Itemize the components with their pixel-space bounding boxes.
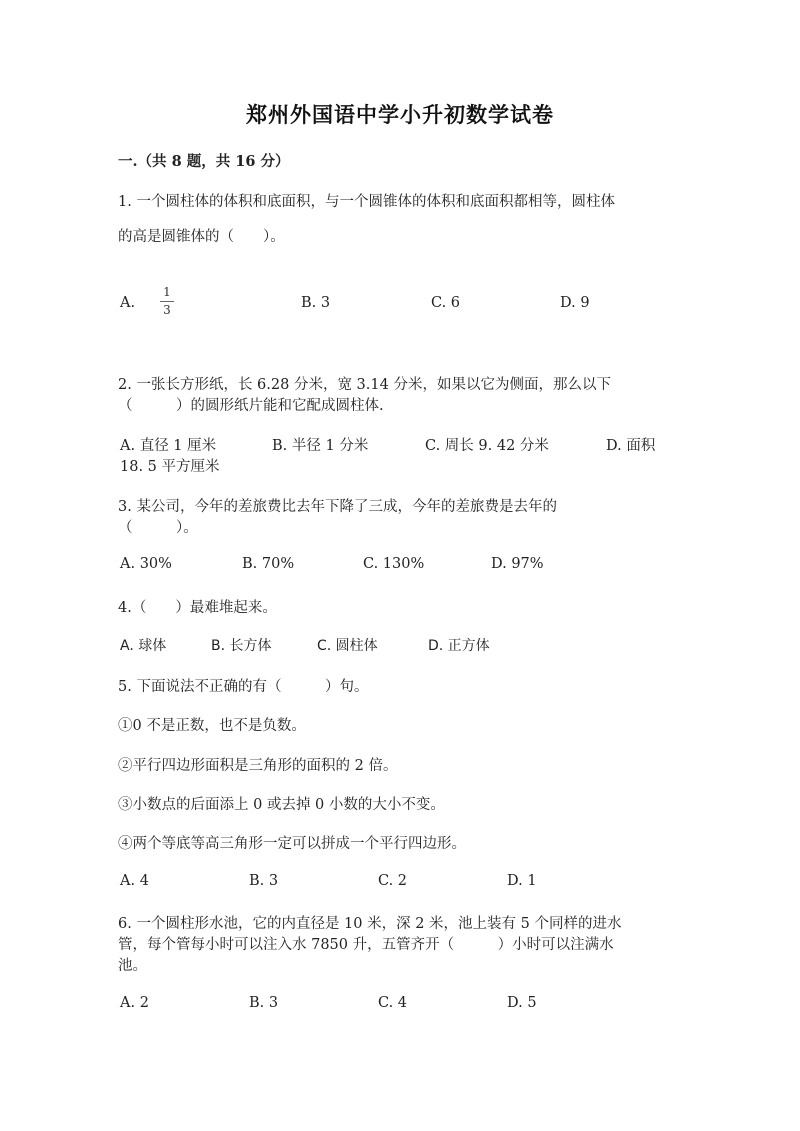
question-2-line-1: 2. 一张长方形纸，长 6.28 分米，宽 3.14 分米，如果以它为侧面，那么以下 [118,377,611,393]
question-6-option-a: A. 2 [120,995,149,1011]
question-4-option-a: A. 球体 [120,638,167,654]
section-heading: 一.（共 8 题，共 16 分） [118,153,290,170]
question-4-option-b: B. 长方体 [211,638,272,654]
question-3-option-c: C. 130% [363,556,425,572]
question-6-line-2: 管，每个管每小时可以注入水 7850 升，五管齐开（ ）小时可以注满水 [118,937,614,953]
question-4-option-c: C. 圆柱体 [317,638,378,654]
question-3-option-a: A. 30% [120,556,172,572]
question-4-option-d: D. 正方体 [428,638,490,654]
fraction-one-third [160,286,174,317]
question-5-line-1: 5. 下面说法不正确的有（ ）句。 [118,679,369,695]
question-3-line-2: （ ）。 [118,520,198,536]
question-5-option-c: C. 2 [378,873,408,889]
fraction-bar [160,301,174,302]
question-2-option-a: A. 直径 1 厘米 [120,438,217,454]
question-1-option-c: C. 6 [431,295,461,311]
question-5-option-a: A. 4 [120,873,149,889]
question-6-line-3: 池。 [118,958,147,974]
question-1-option-d: D. 9 [560,295,590,311]
question-6-option-c: C. 4 [378,995,408,1011]
question-5-option-d: D. 1 [507,873,537,889]
question-4-line-1: 4.（ ）最难堆起来。 [118,600,277,616]
question-2-option-d: D. 面积 [606,438,656,454]
page-title: 郑州外国语中学小升初数学试卷 [246,102,554,127]
question-6-option-d: D. 5 [507,995,537,1011]
question-5-statement-2: ②平行四边形面积是三角形的面积的 2 倍。 [118,758,398,774]
question-2-line-2: （ ）的圆形纸片能和它配成圆柱体. [118,398,384,414]
fraction-denominator: 3 [163,303,171,317]
question-3-line-1: 3. 某公司，今年的差旅费比去年下降了三成，今年的差旅费是去年的 [118,499,557,515]
question-2-option-c: C. 周长 9. 42 分米 [425,438,549,454]
question-6-line-1: 6. 一个圆柱形水池，它的内直径是 10 米，深 2 米，池上装有 5 个同样的进水 [118,916,622,932]
question-3-option-b: B. 70% [242,556,295,572]
question-2-option-b: B. 半径 1 分米 [272,438,369,454]
question-6-option-b: B. 3 [249,995,279,1011]
question-1-line-1: 1. 一个圆柱体的体积和底面积，与一个圆锥体的体积和底面积都相等，圆柱体 [118,194,615,210]
question-1-option-a-label: A. [120,295,136,311]
question-1-option-b: B. 3 [301,295,331,311]
question-5-statement-1: ①0 不是正数，也不是负数。 [118,718,306,734]
question-5-statement-4: ④两个等底等高三角形一定可以拼成一个平行四边形。 [118,836,466,852]
fraction-numerator: 1 [163,285,171,299]
question-5-option-b: B. 3 [249,873,279,889]
question-2-option-d-continued: 18. 5 平方厘米 [120,459,220,475]
question-1-line-2: 的高是圆锥体的（ ）。 [118,229,285,245]
question-5-statement-3: ③小数点的后面添上 0 或去掉 0 小数的大小不变。 [118,797,445,813]
question-3-option-d: D. 97% [491,556,544,572]
